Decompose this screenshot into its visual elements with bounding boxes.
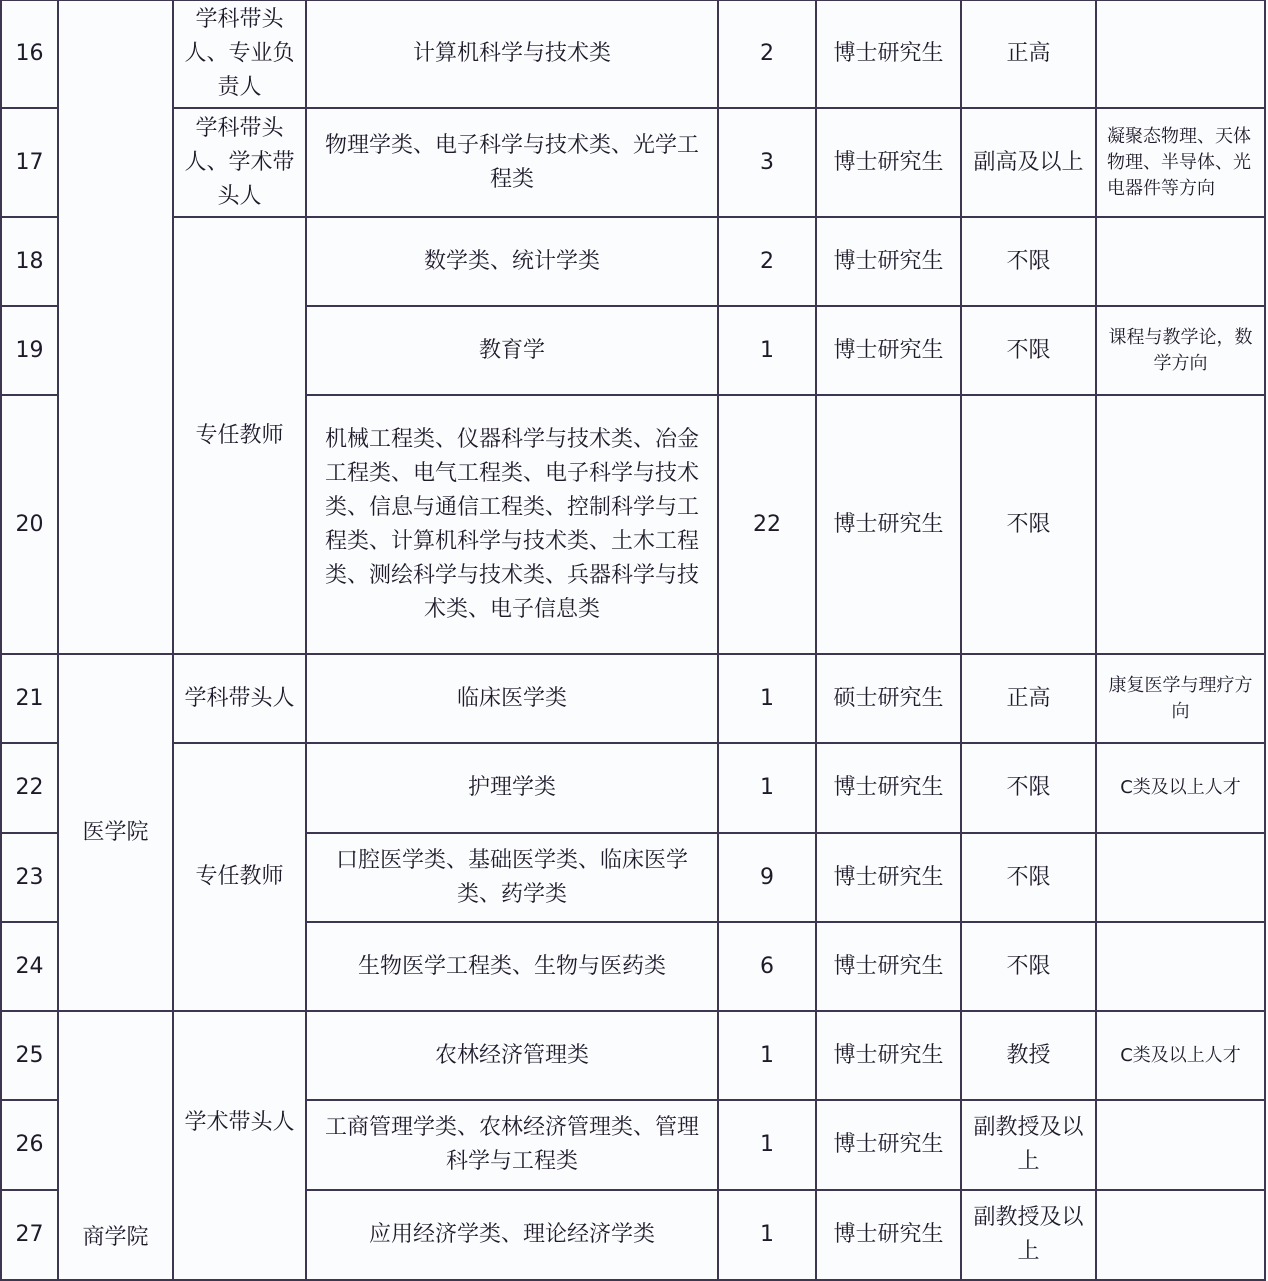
degree-cell: 博士研究生	[816, 108, 961, 217]
row-number: 20	[1, 395, 58, 654]
degree-cell: 博士研究生	[816, 833, 961, 922]
table-row	[1, 743, 1265, 833]
note-cell: C类及以上人才	[1096, 1011, 1265, 1100]
note-cell	[1096, 1100, 1265, 1190]
title-cell: 正高	[961, 654, 1096, 743]
college-cell: 商学院	[58, 1011, 173, 1280]
count-cell: 1	[718, 1011, 816, 1100]
title-cell: 不限	[961, 743, 1096, 833]
post-cell: 学科带头人、专业负责人	[173, 0, 306, 108]
table-row	[1, 217, 1265, 306]
count-cell: 22	[718, 395, 816, 654]
post-cell: 学科带头人、学术带头人	[173, 108, 306, 217]
count-cell: 3	[718, 108, 816, 217]
note-cell	[1096, 833, 1265, 922]
count-cell: 9	[718, 833, 816, 922]
college-cell: 医学院	[58, 654, 173, 1011]
title-cell: 不限	[961, 395, 1096, 654]
count-cell: 1	[718, 654, 816, 743]
note-cell	[1096, 1190, 1265, 1280]
major-cell: 农林经济管理类	[306, 1011, 718, 1100]
title-cell: 不限	[961, 306, 1096, 395]
row-number: 25	[1, 1011, 58, 1100]
note-cell	[1096, 0, 1265, 108]
degree-cell: 博士研究生	[816, 1190, 961, 1280]
post-cell: 学术带头人	[173, 1011, 306, 1280]
note-cell: 康复医学与理疗方向	[1096, 654, 1265, 743]
table-row	[1, 108, 1265, 217]
title-cell: 教授	[961, 1011, 1096, 1100]
row-number: 24	[1, 922, 58, 1011]
degree-cell: 博士研究生	[816, 217, 961, 306]
degree-cell: 博士研究生	[816, 743, 961, 833]
degree-cell: 硕士研究生	[816, 654, 961, 743]
count-cell: 2	[718, 0, 816, 108]
post-cell: 专任教师	[173, 217, 306, 654]
major-cell: 教育学	[306, 306, 718, 395]
note-cell	[1096, 922, 1265, 1011]
major-cell: 数学类、统计学类	[306, 217, 718, 306]
note-cell: C类及以上人才	[1096, 743, 1265, 833]
major-cell: 物理学类、电子科学与技术类、光学工程类	[306, 108, 718, 217]
row-number: 23	[1, 833, 58, 922]
title-cell: 不限	[961, 922, 1096, 1011]
count-cell: 6	[718, 922, 816, 1011]
post-cell: 专任教师	[173, 743, 306, 1011]
title-cell: 副高及以上	[961, 108, 1096, 217]
count-cell: 1	[718, 1190, 816, 1280]
row-number: 22	[1, 743, 58, 833]
post-cell: 学科带头人	[173, 654, 306, 743]
row-number: 19	[1, 306, 58, 395]
table-row	[1, 0, 1265, 108]
table-row	[1, 654, 1265, 743]
title-cell: 不限	[961, 833, 1096, 922]
title-cell: 不限	[961, 217, 1096, 306]
major-cell: 护理学类	[306, 743, 718, 833]
note-cell: 凝聚态物理、天体物理、半导体、光电器件等方向	[1096, 108, 1265, 217]
note-cell	[1096, 395, 1265, 654]
major-cell: 工商管理学类、农林经济管理类、管理科学与工程类	[306, 1100, 718, 1190]
degree-cell: 博士研究生	[816, 306, 961, 395]
title-cell: 副教授及以上	[961, 1190, 1096, 1280]
degree-cell: 博士研究生	[816, 0, 961, 108]
row-number: 17	[1, 108, 58, 217]
row-number: 16	[1, 0, 58, 108]
row-number: 26	[1, 1100, 58, 1190]
note-cell: 课程与教学论，数学方向	[1096, 306, 1265, 395]
count-cell: 1	[718, 1100, 816, 1190]
row-number: 21	[1, 654, 58, 743]
count-cell: 2	[718, 217, 816, 306]
major-cell: 生物医学工程类、生物与医药类	[306, 922, 718, 1011]
row-number: 27	[1, 1190, 58, 1280]
major-cell: 口腔医学类、基础医学类、临床医学类、药学类	[306, 833, 718, 922]
major-cell: 应用经济学类、理论经济学类	[306, 1190, 718, 1280]
row-number: 18	[1, 217, 58, 306]
count-cell: 1	[718, 743, 816, 833]
table-row	[1, 1011, 1265, 1100]
note-cell	[1096, 217, 1265, 306]
degree-cell: 博士研究生	[816, 395, 961, 654]
major-cell: 机械工程类、仪器科学与技术类、冶金工程类、电气工程类、电子科学与技术类、信息与通信工程类、控制科学与工程类、计算机科学与技术类、土木工程类、测绘科学与技术类、兵器科学与技术类、电子信息类	[306, 395, 718, 654]
degree-cell: 博士研究生	[816, 1100, 961, 1190]
major-cell: 计算机科学与技术类	[306, 0, 718, 108]
degree-cell: 博士研究生	[816, 922, 961, 1011]
count-cell: 1	[718, 306, 816, 395]
title-cell: 副教授及以上	[961, 1100, 1096, 1190]
degree-cell: 博士研究生	[816, 1011, 961, 1100]
college-cell	[58, 0, 173, 654]
major-cell: 临床医学类	[306, 654, 718, 743]
title-cell: 正高	[961, 0, 1096, 108]
